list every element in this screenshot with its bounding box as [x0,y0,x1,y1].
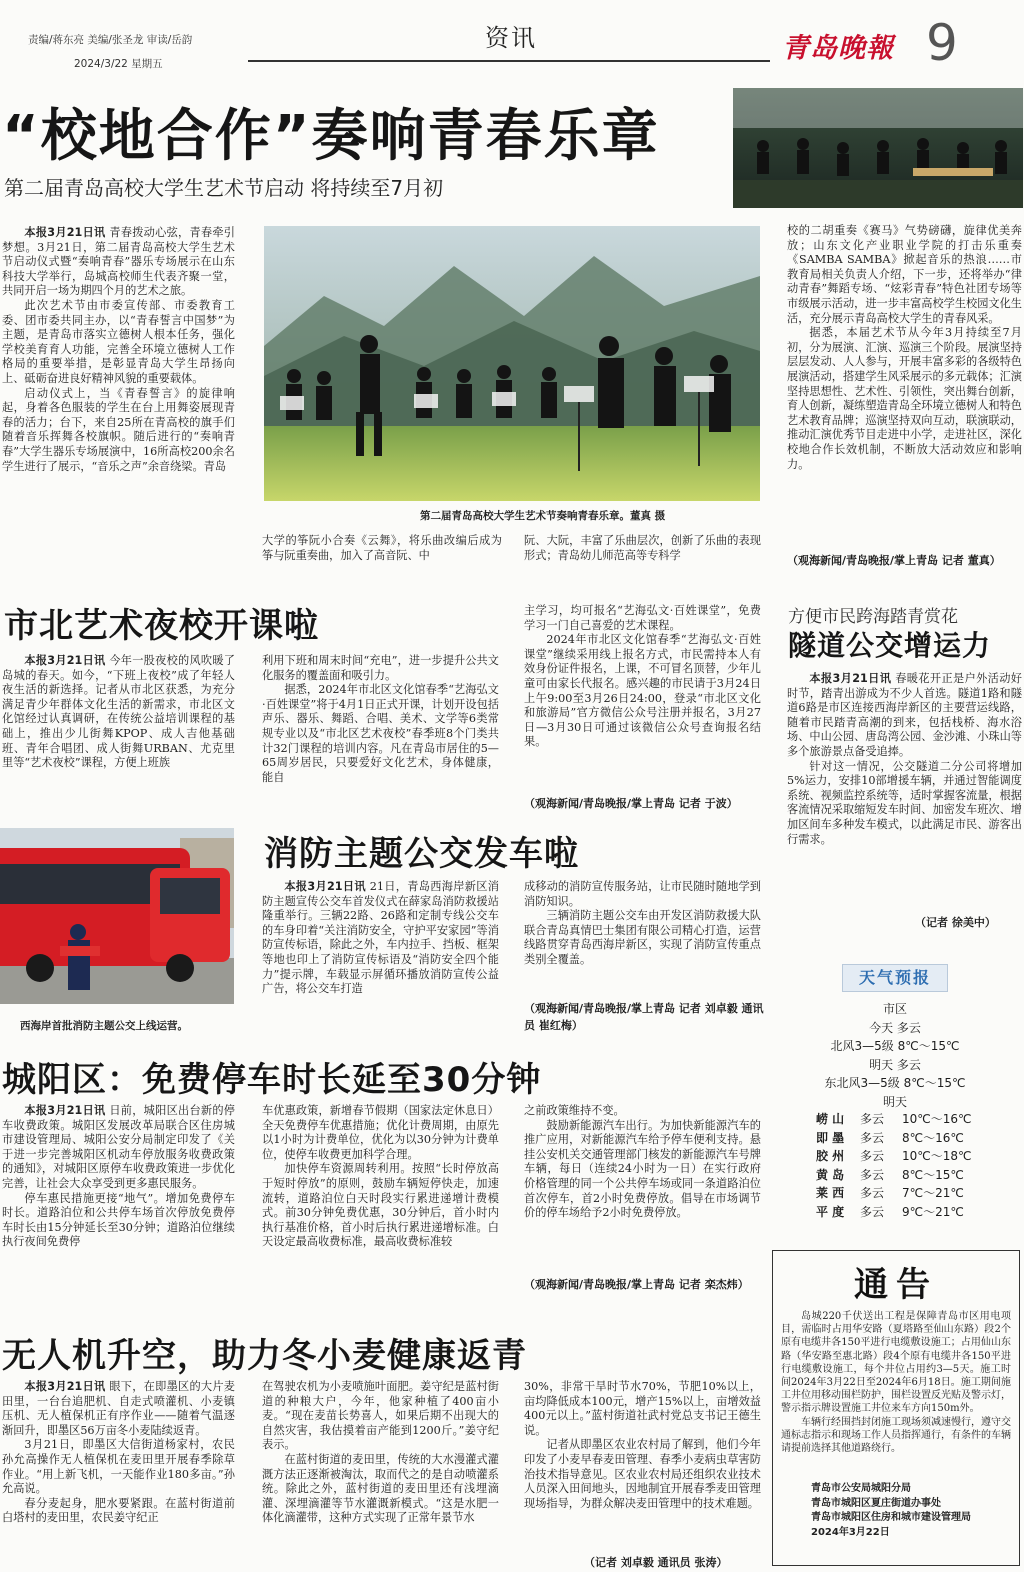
city-sky: 多云 [860,1204,885,1219]
article6-column-1 [2,1380,235,1570]
article3-lead: 本报3月21日讯 [809,672,892,685]
orchestra-photo [733,88,1023,208]
article4-column-2 [524,880,761,1000]
article5-column-1 [2,1104,235,1312]
article1-headline: “校地合作”奏响青春乐章 [2,104,660,169]
article1-column-2 [262,534,502,568]
article4-headline: 消防主题公交发车啦 [264,834,579,874]
article6-col1b-text: 3月21日，即墨区大信街道杨家村，农民孙允高操作无人植保机在麦田里开展春季除草作业。“用上新飞机，一天能作业180多亩。”孙允高说。 [2,1438,235,1496]
article6-column-3 [524,1380,761,1552]
notice-body2-text: 车辆行经围挡封闭施工现场须减速慢行，遵守交通标志指示和现场工作人员指挥通行，有条件的车辆请提前选择其他道路绕行。 [781,1416,1011,1455]
article5-column-3 [524,1104,761,1272]
city-name: 胶 州 [816,1149,845,1163]
newspaper-logo: 青岛晚報 [782,33,894,64]
article1-column-3 [524,534,761,568]
article2-col1-text: 今年一股夜校的风吹暖了岛城的春天。如今，“下班上夜校”成了年轻人夜生活的新选择。记者从市北区获悉，为充分满足青少年群体文化生活的新需求，市北区文化馆经过认真调研，在传统公益培训课程的基础上，推出少儿街舞KPOP、成人吉他基础班、青年合唱团、成人街舞URBAN、尤克里里等“艺术夜校”课程，方便上班族 [2,654,235,770]
article2-col2b-text: 据悉，2024年市北区文化馆春季“艺海弘文·百姓课堂”将于4月1日正式开课，计划开设包括声乐、器乐、舞蹈、合唱、美术、文学等6类常规专业以及“市北区艺术夜校”春季班8个门类共计32门课程的培训内容。凡在青岛市居住的5—65周岁居民，只要爱好文化艺术，身体健康，能自 [262,683,499,784]
article3-body [787,672,1022,912]
article5-col1-text: 日前，城阳区出台新的停车收费政策。城阳区发展改革局联合区住房城市建设管理局、城阳公安分局制定印发了《关于进一步完善城阳区机动车停放服务收费政策的通知》，对城阳区原停车收费政策进一步优化完善，让社会大众享受到更多惠民服务。 [2,1104,235,1190]
article3-body2-text: 针对这一情况，公交隧道二分公司将增加5%运力，安排10部增援车辆，并通过智能调度系统、视频监控系统等，适时掌握客流量，根据客流情况采取缩短发车时间、加密发车班次、增加区间车多种发车模式，以此满足市民、游客出行需求。 [787,759,1022,846]
article4-column-1 [262,880,499,1034]
article1-under2-text: 阮、大阮，丰富了乐曲层次，创新了乐曲的表现形式；青岛幼儿师范高等专科学 [524,534,761,562]
article1-column-1 [2,226,235,568]
notice-title: 通告 [854,1265,938,1305]
weather-city-row [816,1110,1016,1129]
city-temp: 7℃～21℃ [902,1186,964,1200]
weather-city-row [816,1184,1016,1203]
city-sky: 多云 [860,1149,885,1163]
city-name: 即 墨 [816,1130,845,1145]
notice-signer-2: 青岛市城阳区夏庄街道办事处 [811,1497,941,1509]
weather-city-table [816,1110,1016,1221]
fire-bus-caption: 西海岸首批消防主题公交上线运营。 [20,1020,188,1032]
city-sky: 多云 [860,1186,885,1200]
weather-city-row [816,1129,1016,1148]
weather-city-row [816,1203,1016,1222]
article3-kicker: 方便市民跨海踏青赏花 [788,607,958,627]
issue-date: 2024/3/22 星期五 [74,58,163,70]
city-name: 黄 岛 [816,1167,845,1182]
city-name: 平 度 [816,1204,845,1219]
concert-photo [264,226,760,501]
header-rule [248,60,770,62]
article1-col1c-text: 启动仪式上，当《青春誓言》的旋律响起，身着各色服装的学生在台上用舞姿展现青春的活力；台下，来自25所在青高校的旗手们随着音乐挥舞各校旗帜。随后进行的“奏响青春”大学生器乐专场展演中，16所高校200余名学生进行了展示，“音乐之声”余音绕梁。青岛 [2,386,235,473]
article5-col2-text: 车优惠政策，新增春节假期（国家法定休息日）全天免费停车优惠措施；优化计费周期，由原先以1小时为计费单位，优化为以30分钟为计费单位，使停车收费更加科学合理。 [262,1104,499,1161]
article6-column-2 [262,1380,499,1570]
article6-col1c-text: 春分麦起身，肥水要紧跟。在蓝村街道前白塔村的麦田里，农民姜守纪正 [2,1496,235,1525]
article2-column-1 [2,654,235,810]
article1-column-4 [787,224,1022,554]
article3-body-text: 春暖花开正是户外活动好时节，踏青出游成为不少人首选。隧道1路和隧道6路是市区连接西海岸新区的主要营运线路，随着市民踏青高潮的到来，包括栈桥、海水浴场、中山公园、唐岛湾公园、金沙滩、小珠山等多个旅游景点备受追捧。 [787,672,1022,758]
city-temp: 9℃～21℃ [902,1204,964,1219]
city-name: 莱 西 [816,1186,845,1200]
article6-lead: 本报3月21日讯 [24,1380,106,1393]
article2-col3b-text: 2024年市北区文化馆春季“艺海弘文·百姓课堂”继续采用线上报名方式，市民需持本人有效身份证件报名，上课，不可冒名顶替，少年儿童可由家长代报名。感兴趣的市民请于3月24日上午9:00至3月26日24:00，登录“市北区文化和旅游局”官方微信公众号注册并报名，3月27日—3月30日可通过该微信公众号查询报名结果。 [524,633,761,749]
article4-col2b-text: 三辆消防主题公交车由开发区消防救援大队联合青岛真情巴士集团有限公司精心打造，运营线路贯穿青岛西海岸新区，实现了消防宣传重点类别全覆盖。 [524,909,761,966]
weather-row-3: 明天 多云 [869,1057,921,1072]
weather-forecast [780,1000,1010,1111]
city-name: 崂 山 [816,1112,845,1126]
article5-lead: 本报3月21日讯 [24,1104,106,1117]
article2-col3-text: 主学习，均可报名“艺海弘文·百姓课堂”，免费学习一门自己喜爱的艺术课程。 [524,604,761,632]
article4-lead: 本报3月21日讯 [284,880,366,893]
article4-credit: （观海新闻/青岛晚报/掌上青岛 记者 刘卓毅 通讯员 崔红梅） [524,1002,764,1032]
weather-row-5: 明天 [882,1094,907,1109]
article6-col3b-text: 记者从即墨区农业农村局了解到，他们今年印发了小麦早春麦田管理、春季小麦病虫草害防治技术指导意见。区农业农村局还组织农业技术人员深入田间地头，因地制宜开展春季麦田管理现场指导，为群众解决麦田管理中的技术难题。 [524,1438,761,1510]
article1-lead: 本报3月21日讯 [24,226,106,239]
notice-body-text: 岛城220千伏送出工程是保障青岛市区用电项目，需临时占用华安路（夏塔路至仙山东路）段2个原有电缆井各150平进行电缆敷设施工；占用仙山东路（华安路至惠北路）段4个原有电缆井各150平进行电缆敷设施工，每个井位占用约3—5天。施工时间2024年3月22日至2024年6月18日。施工期间施工井位用移动围栏防护，围栏设置反光贴及警示灯，警示指示牌设置施工井位来车方向150m外。 [781,1311,1011,1415]
page-number: 9 [926,14,958,72]
article2-col2-text: 利用下班和周末时间“充电”，进一步提升公共文化服务的覆盖面和吸引力。 [262,654,499,682]
article6-col2b-text: 在蓝村街道的麦田里，传统的大水漫灌式灌溉方法正逐渐被淘汰，取而代之的是自动喷灌系统。除此之外，蓝村街道的麦田里还有浅埋滴灌、深埋滴灌等节水灌溉新模式。“这是水肥一体化滴灌带，这种方式实现了正常年景节水 [262,1452,499,1525]
article6-headline: 无人机升空，助力冬小麦健康返青 [2,1336,527,1376]
article5-col1b-text: 停车惠民措施更接“地气”。增加免费停车时长。道路泊位和公共停车场首次停放免费停车时长由15分钟延长至30分钟；道路泊位继续执行夜间免费停 [2,1191,235,1249]
weather-row-2: 北风3—5级 8℃～15℃ [830,1039,960,1053]
article4-col2-text: 成移动的消防宣传服务站，让市民随时随地学到消防知识。 [524,880,761,908]
article2-credit: （观海新闻/青岛晚报/掌上青岛 记者 于波） [524,797,738,810]
notice-signatures [811,1482,1011,1540]
editor-credits: 责编/蒋东亮 美编/张圣龙 审读/岳韵 [28,34,193,46]
notice-date: 2024年3月22日 [811,1526,890,1538]
article2-lead: 本报3月21日讯 [24,654,106,667]
city-sky: 多云 [860,1167,885,1182]
section-name: 资讯 [485,24,537,52]
weather-region: 市区 [882,1002,907,1016]
article5-column-2 [262,1104,499,1312]
article1-col1b-text: 此次艺术节由市委宣传部、市委教育工委、团市委共同主办，以“青春誓言中国梦”为主题，是青岛市落实立德树人根本任务，强化学校美育育人功能，完善全环境立德树人工作格局的重要举措，是彰显青岛大学生昂扬向上、砥砺奋进良好精神风貌的重要载体。 [2,298,235,385]
city-sky: 多云 [860,1112,885,1126]
article1-under1-text: 大学的筝阮小合奏《云舞》，将乐曲改编后成为筝与阮重奏曲，加入了高音阮、中 [262,534,502,562]
article2-headline: 市北艺术夜校开课啦 [4,606,319,646]
article5-headline: 城阳区：免费停车时长延至30分钟 [2,1060,542,1100]
article4-col1-text: 21日，青岛西海岸新区消防主题宣传公交车首发仪式在薛家岛消防救援站隆重举行。三辆22路、26路和定制专线公交车的车身印着“关注消防安全，守护平安家园”等消防宣传标语，除此之外，车内拉手、挡板、框架等地也印上了消防宣传标语及“消防安全四个能力”提示牌，车载显示屏循环播放消防宣传公益广告，将公交车打造 [262,880,499,996]
article1-col3-text: 校的二胡重奏《赛马》气势磅礴，旋律优美奔放；山东文化产业职业学院的打击乐重奏《SAMBA SAMBA》掀起音乐的热浪……市教育局相关负责人介绍，下一步，还将举办“律动青春”舞蹈专场、“炫彩青春”特色社团专场等市级展示活动，进一步丰富高校学生校园文化生活，充分展示青岛高校大学生的青春风采。 [787,224,1022,325]
article1-col1-text: 青春拨动心弦，青春牵引梦想。3月21日，第二届青岛高校大学生艺术节启动仪式暨“奏响青春”器乐专场展示在山东科技大学举行，岛城高校师生代表齐聚一堂，共同开启一场为期四个月的艺术之旅。 [2,226,235,298]
city-temp: 8℃～15℃ [902,1167,964,1182]
city-sky: 多云 [860,1130,885,1145]
article1-col3b-text: 据悉，本届艺术节从今年3月持续至7月初，分为展演、汇演、巡演三个阶段。展演坚持层层发动、人人参与，开展丰富多彩的各级特色展演活动，搭建学生风采展示的多元载体；汇演坚持思想性、艺术性、引领性，突出舞台创新，育人创新，凝练塑造青岛全环境立德树人和特色艺术教育品牌；巡演坚持双向互动，联演联动，推动汇演优秀节目走进中小学，走进社区，深化校地合作长效机制，不断放大活动效应和影响力。 [787,326,1022,471]
article1-credit: （观海新闻/青岛晚报/掌上青岛 记者 董真） [787,554,1001,567]
article2-column-3 [524,604,761,796]
article6-col3-text: 30%，非常干旱时节水70%，节肥10%以上，亩均降低成本100元，增产15%以上，亩增效益400元以上。”蓝村街道社武村党总支书记王德生说。 [524,1380,761,1437]
article3-headline: 隧道公交增运力 [788,629,992,662]
concert-photo-caption: 第二届青岛高校大学生艺术节奏响青春乐章。董真 摄 [420,510,666,522]
notice-body [781,1310,1011,1480]
city-temp: 10℃～16℃ [902,1112,972,1126]
article3-credit: （记者 徐美中） [915,916,996,929]
fire-bus-photo [0,828,234,1004]
weather-city-row [816,1147,1016,1166]
weather-row-4: 东北风3—5级 8℃～15℃ [824,1076,966,1090]
article5-col2b-text: 加快停车资源周转利用。按照“长时停放高于短时停放”的原则，鼓励车辆短停快走，加速流转，道路泊位白天时段实行累进递增计费模式。前30分钟免费优惠，30分钟后，首小时内执行基准价格，首小时后执行累进递增标准。白天设定最高收费标准，最高收费标准较 [262,1162,499,1249]
article5-col3b-text: 鼓励新能源汽车出行。为加快新能源汽车的推广应用，对新能源汽车给予停车便利支持。悬挂公安机关交通管理部门核发的新能源汽车号牌车辆，每日（连续24小时为一日）在实行政府价格管理的同一个公共停车场或同一条道路泊位首次停车，首2小时免费停放。倡导在市场调节价的停车场给予2小时免费停放。 [524,1118,761,1220]
notice-signer-3: 青岛市城阳区住房和城市建设管理局 [811,1512,971,1523]
article6-col1-text: 眼下，在即墨区的大片麦田里，一台台追肥机、自走式喷灌机、小麦镇压机、无人植保机正有序作业——随着气温逐渐回升，即墨区56万亩冬小麦陆续返青。 [2,1380,235,1437]
article1-subtitle: 第二届青岛高校大学生艺术节启动 将持续至7月初 [4,176,444,200]
article6-credit: （记者 刘卓毅 通讯员 张涛） [584,1556,728,1569]
city-temp: 8℃～16℃ [902,1130,964,1145]
article2-column-2 [262,654,499,810]
weather-title: 天气预报 [842,964,948,992]
public-notice-box [772,1250,1020,1566]
city-temp: 10℃～18℃ [902,1149,972,1163]
weather-city-row [816,1166,1016,1185]
article5-col3-text: 之前政策维持不变。 [524,1104,625,1117]
article6-col2-text: 在驾驶农机为小麦喷施叶面肥。姜守纪是蓝村街道的种粮大户，今年，他家种植了400亩小麦。“现在麦苗长势喜人，如果后期不出现大的自然灾害，我估摸着亩产能到1200斤。”姜守纪表示。 [262,1380,499,1452]
weather-row-1: 今天 多云 [869,1020,921,1035]
article5-credit: （观海新闻/青岛晚报/掌上青岛 记者 栾杰炜） [524,1278,749,1291]
notice-signer-1: 青岛市公安局城阳分局 [811,1483,911,1494]
